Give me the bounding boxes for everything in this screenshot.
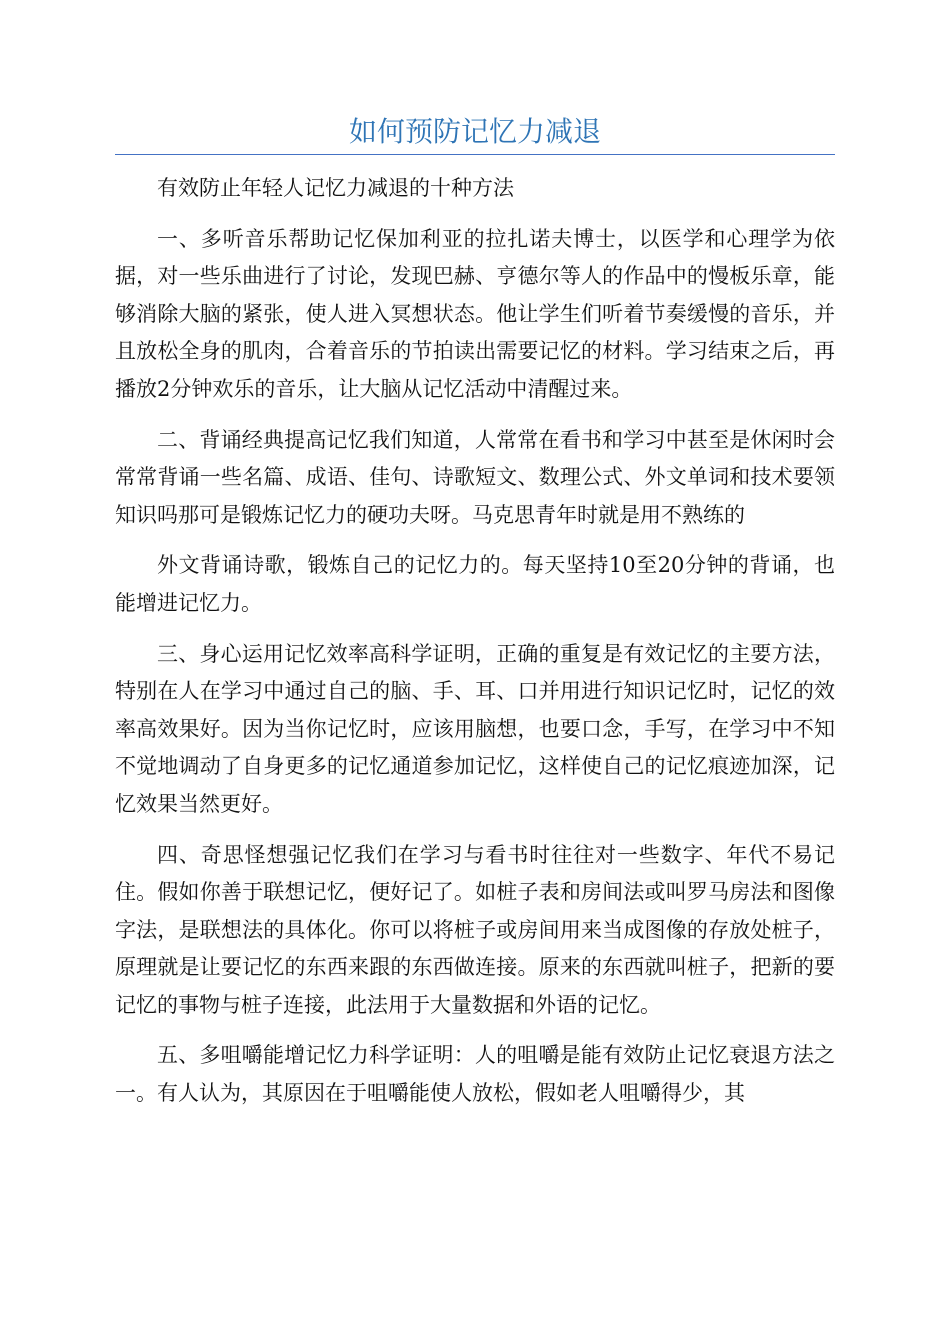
paragraph-subtitle: 有效防止年轻人记忆力减退的十种方法 (157, 176, 514, 200)
paragraph-multisensory: 三、身心运用记忆效率高科学证明，正确的重复是有效记忆的主要方法，特别在人在学习中通过自己的脑、手、耳、口并用进行知识记忆时，记忆的效率高效果好。因为当你记忆时，应该用脑想，也要口念，手写，在学习中不知不觉地调动了自身更多的记忆通道参加记忆，这样使自己的记忆痕迹加深，记忆效果当然更好。 (115, 641, 835, 816)
paragraph-recite-continued: 外文背诵诗歌，锻炼自己的记忆力的。每天坚持10至20分钟的背诵，也能增进记忆力。 (115, 553, 835, 615)
paragraph-music: 一、多听音乐帮助记忆保加利亚的拉扎诺夫博士，以医学和心理学为依据，对一些乐曲进行了讨论，发现巴赫、亨德尔等人的作品中的慢板乐章，能够消除大脑的紧张，使人进入冥想状态。他让学生们听着节奏缓慢的音乐，并且放松全身的肌肉，合着音乐的节拍读出需要记忆的材料。学习结束之后，再播放2分钟欢乐的音乐，让大脑从记忆活动中清醒过来。 (115, 226, 835, 401)
paragraph-association: 四、奇思怪想强记忆我们在学习与看书时往往对一些数字、年代不易记住。假如你善于联想记忆，便好记了。如桩子表和房间法或叫罗马房法和图像字法，是联想法的具体化。你可以将桩子或房间用来当成图像的存放处桩子，原理就是让要记忆的东西来跟的东西做连接。原来的东西就叫桩子，把新的要记忆的事物与桩子连接，此法用于大量数据和外语的记忆。 (115, 842, 835, 1017)
paragraph-chewing: 五、多咀嚼能增记忆力科学证明：人的咀嚼是能有效防止记忆衰退方法之一。有人认为，其原因在于咀嚼能使人放松，假如老人咀嚼得少，其 (115, 1043, 835, 1106)
title-underline (115, 154, 835, 155)
document-body (115, 170, 835, 1126)
document-title: 如何预防记忆力减退 (348, 115, 601, 148)
paragraph-recite: 二、背诵经典提高记忆我们知道，人常常在看书和学习中甚至是休闲时会常常背诵一些名篇、成语、佳句、诗歌短文、数理公式、外文单词和技术要领知识吗那可是锻炼记忆力的硬功夫呀。马克思青年时就是用不熟练的 (115, 427, 835, 527)
